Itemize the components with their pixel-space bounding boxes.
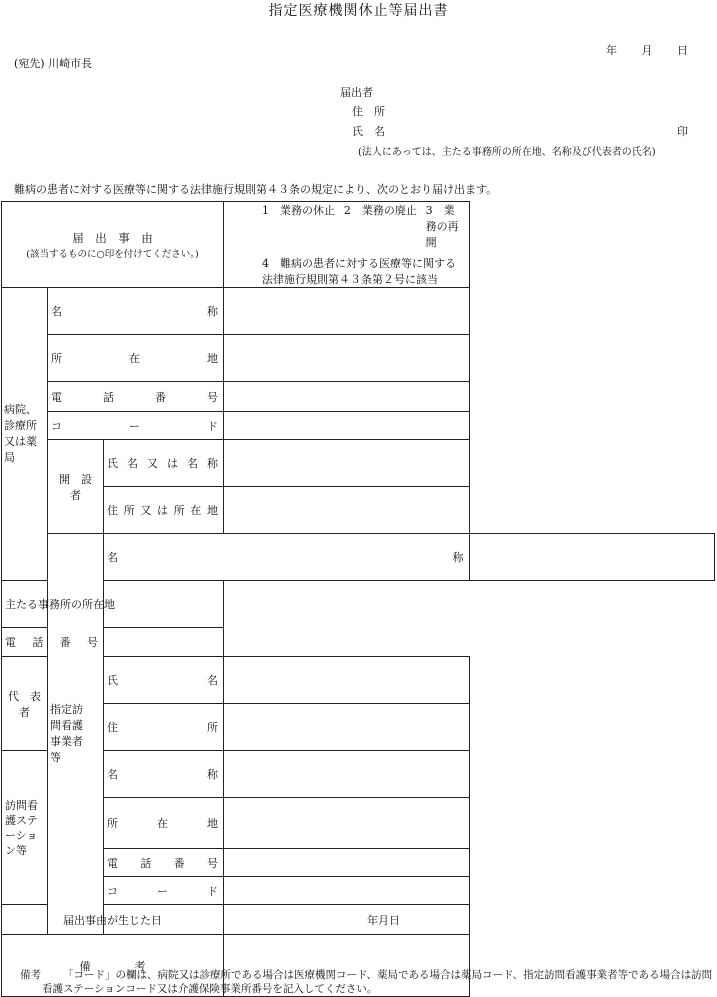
station-code-label: コ ー ド bbox=[104, 877, 224, 905]
reason-option-resume[interactable]: 3 業務の再開 bbox=[425, 204, 459, 249]
founder-name-field[interactable] bbox=[224, 440, 469, 487]
seal-mark: 印 bbox=[677, 125, 688, 138]
submitter-address-label: 住 所 bbox=[352, 105, 385, 118]
submitter-name-label: 氏 名 bbox=[352, 125, 385, 138]
intro-text: 難病の患者に対する医療等に関する法律施行規則第４３条の規定により、次のとおり届け出ます。 bbox=[14, 183, 498, 196]
representative-label: 代 表 者 bbox=[2, 657, 48, 751]
date-line bbox=[606, 42, 688, 58]
submitter-label: 届出者 bbox=[340, 86, 373, 99]
representative-address-label: 住 所 bbox=[104, 704, 224, 751]
nursing-group-label: 指定訪問看護事業者等 bbox=[48, 534, 104, 935]
page-title: 指定医療機関休止等届出書 bbox=[268, 3, 449, 19]
station-location-label: 所 在 地 bbox=[104, 798, 224, 849]
form-table bbox=[1, 201, 715, 997]
nursing-office-location-field[interactable] bbox=[104, 581, 224, 628]
hospital-location-label: 所 在 地 bbox=[48, 335, 224, 382]
founder-label: 開 設 者 bbox=[48, 440, 104, 534]
founder-name-label: 氏 名 又 は 名 称 bbox=[104, 440, 224, 487]
founder-address-field[interactable] bbox=[224, 487, 469, 534]
station-phone-field[interactable] bbox=[224, 849, 469, 877]
date-day: 日 bbox=[677, 44, 688, 57]
occurrence-day: 日 bbox=[389, 913, 401, 927]
nursing-office-location-label: 主 た る 事 務 所 の 所 在 地 bbox=[2, 581, 104, 628]
occurrence-label: 届出事由が生じた日 bbox=[2, 905, 224, 935]
nursing-name-field[interactable] bbox=[469, 534, 715, 581]
hospital-name-label: 名 称 bbox=[48, 288, 224, 335]
footnote bbox=[20, 968, 715, 996]
founder-address-label: 住 所 又 は 所 在 地 bbox=[104, 487, 224, 534]
hospital-code-label: コ ー ド bbox=[48, 412, 224, 440]
date-month: 月 bbox=[641, 44, 653, 57]
occurrence-month: 月 bbox=[378, 913, 390, 927]
reason-sublabel: (該当するものに○印を付けてください。) bbox=[26, 248, 199, 260]
reason-row bbox=[2, 202, 715, 288]
footnote-label: 備考 bbox=[20, 969, 41, 981]
station-code-field[interactable] bbox=[224, 877, 469, 905]
addressee: (宛先) 川崎市長 bbox=[14, 57, 93, 70]
hospital-location-field[interactable] bbox=[224, 335, 469, 382]
nursing-phone-field[interactable] bbox=[104, 628, 224, 657]
hospital-code-field[interactable] bbox=[224, 412, 469, 440]
reason-option-suspend[interactable]: 1 業務の休止 bbox=[262, 204, 336, 217]
reason-label-cell bbox=[2, 202, 224, 288]
hospital-phone-field[interactable] bbox=[224, 382, 469, 412]
station-label: 訪問看護ステーション等 bbox=[2, 751, 48, 905]
station-location-field[interactable] bbox=[224, 798, 469, 849]
occurrence-date-field[interactable] bbox=[224, 905, 469, 935]
nursing-name-label: 名 称 bbox=[104, 534, 470, 581]
date-year: 年 bbox=[606, 44, 617, 57]
representative-name-label: 氏 名 bbox=[104, 657, 224, 704]
hospital-name-field[interactable] bbox=[224, 288, 469, 335]
station-phone-label: 電 話 番 号 bbox=[104, 849, 224, 877]
hospital-group-label: 病院、診療所又は薬局 bbox=[2, 288, 48, 581]
occurrence-year: 年 bbox=[367, 913, 379, 927]
station-name-field[interactable] bbox=[224, 751, 469, 798]
representative-address-field[interactable] bbox=[224, 704, 469, 751]
footnote-line1: 「コード」の欄は、病院又は診療所である場合は医療機関コード、薬局である場合は薬局コード、指定訪問看護事業者等である場合は訪問 bbox=[63, 969, 713, 981]
reason-options-cell bbox=[224, 202, 469, 288]
reason-label: 届 出 事 由 bbox=[72, 230, 153, 245]
reason-option-abolish[interactable]: 2 業務の廃止 bbox=[343, 204, 417, 217]
footnote-line2: 看護ステーションコード又は介護保険事業所番号を記入してください。 bbox=[42, 983, 378, 995]
submitter-note: (法人にあっては、主たる事務所の所在地、名称及び代表者の氏名) bbox=[358, 147, 656, 158]
remarks-label: 備 考 bbox=[2, 935, 224, 997]
nursing-phone-label: 電 話 番 号 bbox=[2, 628, 104, 657]
reason-option-article[interactable]: 4 難病の患者に対する医療等に関する法律施行規則第４３条第２号に該当 bbox=[262, 257, 457, 286]
representative-name-field[interactable] bbox=[224, 657, 469, 704]
hospital-phone-label: 電 話 番 号 bbox=[48, 382, 224, 412]
station-name-label: 名 称 bbox=[104, 751, 224, 798]
